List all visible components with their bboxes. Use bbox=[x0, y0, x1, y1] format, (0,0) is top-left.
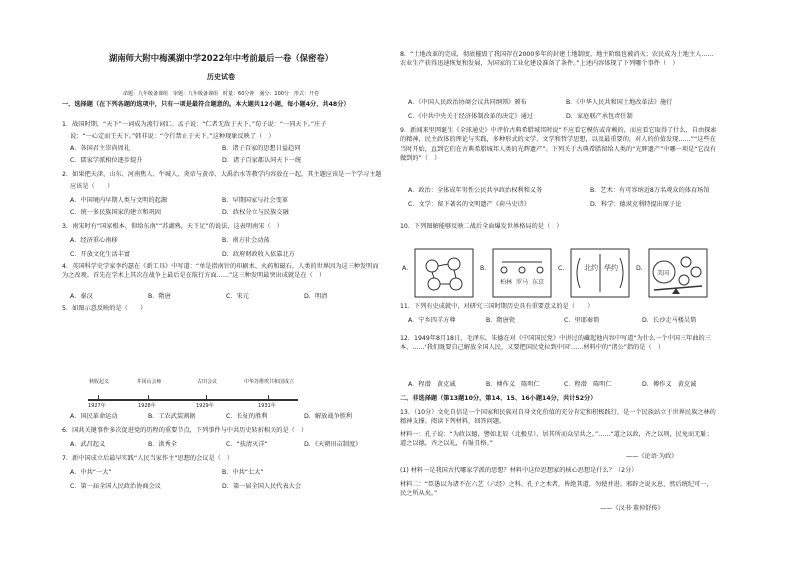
option: B．中共“七大” bbox=[222, 469, 264, 476]
timeline-label: 古田会议 bbox=[196, 379, 217, 385]
q10-option-letter: A. bbox=[402, 265, 409, 272]
question-text: 5．如图示意反映的是（ ） bbox=[62, 305, 147, 312]
question-text: 4．英国科学史学家李约瑟在《新工具》中写道：“单是指南针的印刷术、火药和磁石，人类的世界因为这三种发明而为之改观。首先在学术上其次在战争上最后是在航行方面……”这三种发明最突出成就是在（ ） bbox=[62, 263, 379, 280]
q10-option-a-image bbox=[414, 248, 474, 298]
option: C．统一多民族国家的建立和巩固 bbox=[70, 209, 161, 216]
material-text: 材料二：“臣愚以为诸不在六艺（六经）之科、孔子之术者，皆绝其道，勿使并进。邪辟之说灭息，然后统纪可一，民之所从矣。” bbox=[400, 481, 713, 498]
source-citation: ——《论语·为政》 bbox=[626, 453, 678, 460]
option: C．程潜 陈明仁 bbox=[564, 381, 612, 388]
section-heading-choice: 一、选择题（在下列各题的选项中，只有一项是最符合题意的。本大题共12小题，每小题4分，共48分） bbox=[62, 101, 350, 108]
question-text: 说：“一心定而王天下。”韩非说：“令行禁止于天下。”这种现象反映了（ ） bbox=[70, 133, 275, 140]
q10-b-label: 柏林 bbox=[500, 279, 513, 286]
timeline-tick bbox=[98, 395, 99, 401]
option: C．文学：留下著名的文明遗产《荷马史诗》 bbox=[408, 201, 530, 208]
option: B．诸子百家的思想日益趋同 bbox=[222, 145, 301, 152]
option: C．“扶清灭洋” bbox=[226, 441, 268, 448]
exam-title: 湖南师大附中梅溪湖中学2022年中考前最后一卷（保密卷） bbox=[108, 53, 334, 63]
timeline-year: 1931年 bbox=[258, 403, 276, 409]
timeline-year: 1928年 bbox=[138, 403, 156, 409]
question-text: 1．战国时期，“天下”一词成为流行词汇。孟子说：“仁者无敌于天下。”荀子说：“一同天下。”庄子 bbox=[62, 121, 327, 128]
option: D．解放战争胜利 bbox=[304, 413, 353, 420]
option: D．长沙走马楼吴简 bbox=[642, 317, 697, 324]
q10-b-label: 东京 bbox=[532, 279, 545, 286]
timeline-tick bbox=[268, 395, 269, 401]
option: B．洪秀全 bbox=[148, 441, 177, 448]
option: C．长征的胜利 bbox=[226, 413, 268, 420]
option: A．中国境内早期人类与文明的起源 bbox=[70, 197, 168, 204]
question-text: 9．新闻来里网诞生《全球通史》中评价古典希腊城邦时说“不应看它模仿或奇赖的，而应看它取得了什么，自由探索的精神，民主政体的理论与实践，多种形式的文学、文学和哲学思想，以及最重要的，对人的价值发现……”“这些在当时开始，直到它们在古典希腊城邦人类的光辉遗产”。下列关于古典希腊留给人类的“光辉遗产”中哪一项是“它没有做到的”（ ） bbox=[400, 127, 717, 163]
q10-option-letter: B. bbox=[480, 265, 487, 272]
question-text: 13．（10分）文化自信是一个国家和民族对自身文化价值的充分肯定和积极践行，是一个民族站立于世界民族之林的精神支撑。阅读下列材料，回答问题。 bbox=[400, 409, 716, 426]
q10-option-d-image bbox=[648, 248, 708, 298]
option: A．《中国人民政治协商会议共同纲领》颁布 bbox=[408, 99, 527, 106]
option: D．《天朝田亩制度》 bbox=[304, 441, 362, 448]
option: C．里耶秦简 bbox=[564, 317, 600, 324]
option: C．儒家学派相位逐步提升 bbox=[70, 157, 143, 164]
question-text: 7．新中国成立后最早实践“人民当家作主”思想的会议是（ ） bbox=[62, 455, 234, 462]
question-text: 10．下列图解能够反映二战后全面爆发世界格局的是（ ） bbox=[400, 223, 563, 230]
question-text: 应该是（ ） bbox=[70, 183, 114, 190]
timeline-label: 井冈山会师 bbox=[136, 379, 162, 385]
option: C．开放文化生活丰富 bbox=[70, 251, 131, 258]
timeline-year: 1929年 bbox=[196, 403, 214, 409]
option: A．宁乡四羊方尊 bbox=[408, 317, 456, 324]
timeline-label: 秋收起义 bbox=[88, 379, 109, 385]
option: B．艺术：有可容纳近8万名观众的体育场馆 bbox=[590, 187, 710, 194]
option: B．工农武装割据 bbox=[148, 413, 196, 420]
option: D．明清 bbox=[304, 293, 328, 300]
timeline-axis bbox=[88, 399, 298, 401]
material-text: 材料一：孔子说：“为政以德，譬如北辰（北极星），居其所而众星共之。”……“道之以政，齐之以刑，民免而无耻；道之以德，齐之以礼，有耻且格。” bbox=[400, 431, 713, 448]
option: A．国民革命运动 bbox=[70, 413, 118, 420]
option: A．各国君主崇尚周礼 bbox=[70, 145, 130, 152]
question-text: (1) 材料一是我国古代哪家学派的思想？材料中这位思想家的核心思想是什么？（2分） bbox=[400, 467, 638, 474]
q10-option-b-image bbox=[492, 248, 552, 298]
option: D．第一届全国人民代表大会 bbox=[222, 483, 302, 490]
option: D．政府财政收入依靠北方 bbox=[222, 251, 295, 258]
timeline-figure bbox=[88, 379, 308, 409]
option: C．第一届全国人民政治协商会议 bbox=[70, 483, 161, 490]
option: A．政治：全体成年男性公民共享政治权利和义务 bbox=[408, 187, 543, 194]
option: A．秦汉 bbox=[70, 293, 93, 300]
q10-option-c-image bbox=[570, 248, 630, 298]
option: B．隋唐瓷 bbox=[486, 317, 515, 324]
timeline-label: 中华苏维埃共和国成立 bbox=[243, 379, 294, 385]
option: A．武昌起义 bbox=[70, 441, 106, 448]
q10-d-label: 美国 bbox=[657, 270, 670, 277]
q10-option-letter: C. bbox=[558, 265, 565, 272]
source-citation: ——《汉书·董仲舒传》 bbox=[600, 505, 664, 512]
option: D．科学：德谟克利特提出原子论 bbox=[590, 201, 682, 208]
q10-b-label: 罗马 bbox=[516, 279, 529, 286]
option: A．程潜 黄克诚 bbox=[408, 381, 456, 388]
question-text: 12．1949年8月18日，毛泽东、朱德在对《中国国民党》中讲过的藏起他内容中写道“为什么一个中国三年曲的三本，……‘我们既要自己解放全国人民，又要把国民党拉到中国’……材料中的“诸公”指的是（ ） bbox=[400, 335, 711, 352]
option: D．傅作义 黄克诚 bbox=[642, 381, 697, 388]
q10-option-letter: D. bbox=[636, 265, 643, 272]
option: B．南方社会动荡 bbox=[222, 237, 270, 244]
q10-c-label: 北约 bbox=[584, 264, 598, 272]
question-text: 11．下列有史成就中，对研究三国时期历史具有重要意义的是（ ） bbox=[400, 303, 594, 310]
option: C．宋元 bbox=[226, 293, 249, 300]
timeline-tick bbox=[148, 395, 149, 401]
question-text: 2．如果把天津、山东、河南焦人、牛城人、炎帝与黄帝、大禹治水等教学内容放在一起，其主题应该是一个学习主题 bbox=[62, 171, 382, 178]
timeline-year: 1927年 bbox=[88, 403, 106, 409]
option: B．隋唐 bbox=[148, 293, 171, 300]
option: B．《中华人民共和国土地改革法》施行 bbox=[566, 99, 673, 106]
question-text: 8．“土地改革的完成，彻底摧毁了我国存在2000多年的封建土地制度，地主阶级也被消灭；农民成为土地主人……农业生产获得迅速恢复和发展，为国家的工业化建设准备了条件。”上述内容体现了下列哪个事件（ ） bbox=[400, 51, 714, 68]
exam-meta: 命题：九年级备课组 审题：九年级备课组 时量：60分钟 满分：100分 形式：开卷 bbox=[123, 91, 319, 97]
option: C．《中共中央关于经济体制改革的决定》通过 bbox=[408, 113, 533, 120]
option: D．诸子百家都认同天下一统 bbox=[222, 157, 302, 164]
option: B．傅作义 陈明仁 bbox=[486, 381, 540, 388]
question-text: 6．国共关键事件多次促进党的历程的重要节点，下列事件与中共历史转折相关的是（ ） bbox=[62, 427, 308, 434]
q10-c-label: 华约 bbox=[604, 264, 618, 272]
option: A．经济重心南移 bbox=[70, 237, 118, 244]
option: B．早期国家与社会变革 bbox=[222, 197, 289, 204]
section-heading-non-choice: 二、非选择题（第13题10分，第14、15、16小题14分，共计52分） bbox=[400, 395, 597, 402]
option: D．家庭联产承包责任制 bbox=[566, 113, 633, 120]
option: A．中共“一大” bbox=[70, 469, 112, 476]
exam-subject: 历史试卷 bbox=[207, 72, 235, 81]
question-text: 3．南宋时有“国家根本，仰给东南”“苏湖熟，天下足”的说法，这表明南宋（ ） bbox=[62, 223, 283, 230]
timeline-tick bbox=[206, 395, 207, 401]
option: D．政权分立与民族交融 bbox=[222, 209, 289, 216]
